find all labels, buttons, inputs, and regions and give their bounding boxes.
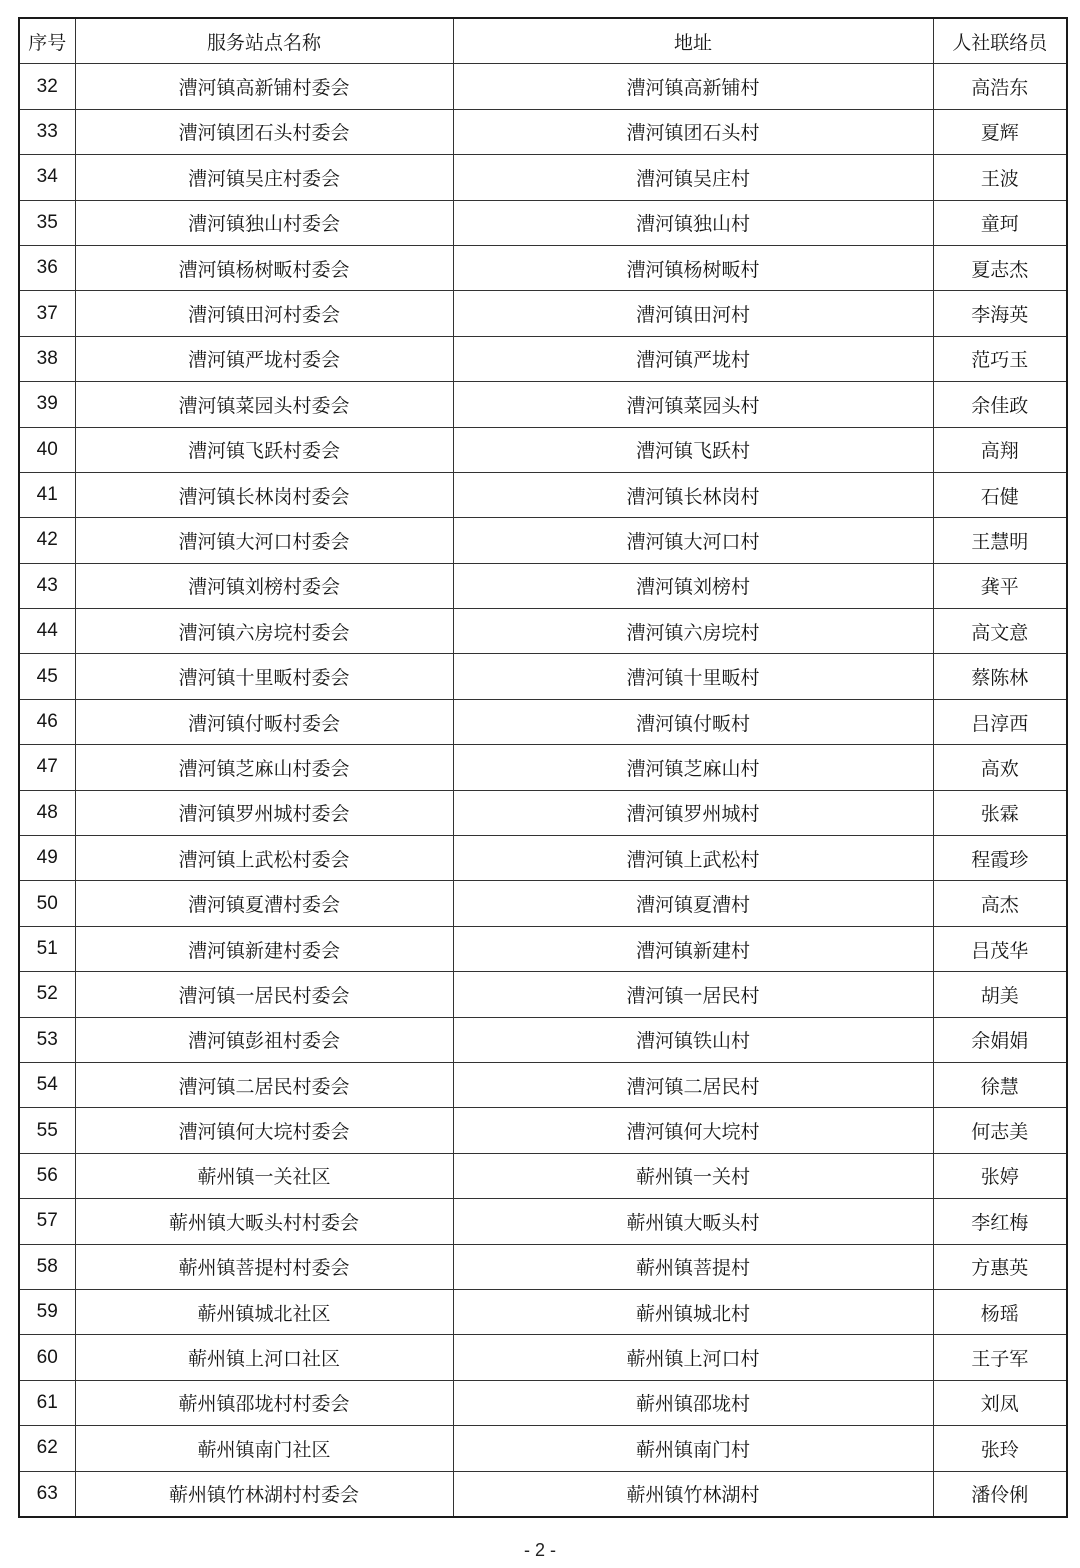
cell-seq: 42	[19, 518, 75, 563]
cell-contact: 高杰	[933, 881, 1067, 926]
cell-station-name: 漕河镇大河口村委会	[75, 518, 453, 563]
cell-station-name: 漕河镇十里畈村委会	[75, 654, 453, 699]
cell-address: 漕河镇一居民村	[453, 972, 933, 1017]
cell-station-name: 蕲州镇竹林湖村村委会	[75, 1471, 453, 1517]
cell-contact: 王波	[933, 155, 1067, 200]
table-row	[19, 790, 1067, 835]
table-row	[19, 155, 1067, 200]
cell-station-name: 漕河镇独山村委会	[75, 200, 453, 245]
cell-station-name: 漕河镇一居民村委会	[75, 972, 453, 1017]
cell-station-name: 蕲州镇大畈头村村委会	[75, 1199, 453, 1244]
table-row	[19, 836, 1067, 881]
cell-station-name: 漕河镇飞跃村委会	[75, 427, 453, 472]
cell-address: 蕲州镇邵垅村	[453, 1380, 933, 1425]
cell-address: 漕河镇二居民村	[453, 1062, 933, 1107]
cell-seq: 61	[19, 1380, 75, 1425]
cell-contact: 徐慧	[933, 1062, 1067, 1107]
cell-seq: 50	[19, 881, 75, 926]
table-row	[19, 1380, 1067, 1425]
cell-address: 漕河镇吴庄村	[453, 155, 933, 200]
cell-contact: 蔡陈林	[933, 654, 1067, 699]
cell-contact: 张婷	[933, 1153, 1067, 1198]
table-row	[19, 1335, 1067, 1380]
table-row	[19, 563, 1067, 608]
cell-station-name: 漕河镇六房垸村委会	[75, 609, 453, 654]
cell-contact: 李红梅	[933, 1199, 1067, 1244]
cell-contact: 何志美	[933, 1108, 1067, 1153]
cell-address: 漕河镇团石头村	[453, 109, 933, 154]
cell-contact: 王慧明	[933, 518, 1067, 563]
cell-seq: 38	[19, 336, 75, 381]
cell-seq: 46	[19, 699, 75, 744]
cell-station-name: 漕河镇杨树畈村委会	[75, 245, 453, 290]
cell-seq: 54	[19, 1062, 75, 1107]
table-row	[19, 518, 1067, 563]
table-row	[19, 200, 1067, 245]
cell-station-name: 蕲州镇一关社区	[75, 1153, 453, 1198]
cell-contact: 范巧玉	[933, 336, 1067, 381]
cell-station-name: 漕河镇高新铺村委会	[75, 64, 453, 109]
cell-contact: 胡美	[933, 972, 1067, 1017]
header-seq: 序号	[19, 18, 75, 64]
cell-contact: 张霖	[933, 790, 1067, 835]
cell-address: 蕲州镇南门村	[453, 1426, 933, 1471]
table-row	[19, 1017, 1067, 1062]
cell-contact: 吕茂华	[933, 926, 1067, 971]
cell-seq: 36	[19, 245, 75, 290]
header-address: 地址	[453, 18, 933, 64]
cell-contact: 石健	[933, 472, 1067, 517]
cell-seq: 37	[19, 291, 75, 336]
table-row	[19, 1471, 1067, 1517]
table-row	[19, 336, 1067, 381]
cell-seq: 49	[19, 836, 75, 881]
cell-station-name: 蕲州镇上河口社区	[75, 1335, 453, 1380]
cell-seq: 35	[19, 200, 75, 245]
cell-address: 漕河镇刘榜村	[453, 563, 933, 608]
table-row	[19, 245, 1067, 290]
cell-contact: 夏志杰	[933, 245, 1067, 290]
table-row	[19, 1153, 1067, 1198]
table-row	[19, 926, 1067, 971]
cell-address: 漕河镇新建村	[453, 926, 933, 971]
cell-seq: 33	[19, 109, 75, 154]
cell-address: 蕲州镇上河口村	[453, 1335, 933, 1380]
table-row	[19, 972, 1067, 1017]
cell-contact: 程霞珍	[933, 836, 1067, 881]
cell-address: 漕河镇飞跃村	[453, 427, 933, 472]
cell-address: 漕河镇芝麻山村	[453, 745, 933, 790]
cell-seq: 43	[19, 563, 75, 608]
cell-seq: 58	[19, 1244, 75, 1289]
table-row	[19, 1062, 1067, 1107]
cell-address: 漕河镇田河村	[453, 291, 933, 336]
cell-address: 蕲州镇大畈头村	[453, 1199, 933, 1244]
table-body	[19, 64, 1067, 1517]
cell-address: 漕河镇独山村	[453, 200, 933, 245]
cell-address: 漕河镇菜园头村	[453, 382, 933, 427]
cell-address: 漕河镇铁山村	[453, 1017, 933, 1062]
page-number: - 2 -	[523, 1540, 556, 1560]
cell-seq: 39	[19, 382, 75, 427]
cell-seq: 62	[19, 1426, 75, 1471]
cell-address: 漕河镇何大垸村	[453, 1108, 933, 1153]
cell-station-name: 漕河镇吴庄村委会	[75, 155, 453, 200]
cell-station-name: 蕲州镇南门社区	[75, 1426, 453, 1471]
table-row	[19, 427, 1067, 472]
cell-seq: 45	[19, 654, 75, 699]
table-row	[19, 64, 1067, 109]
cell-station-name: 漕河镇夏漕村委会	[75, 881, 453, 926]
cell-seq: 48	[19, 790, 75, 835]
cell-seq: 60	[19, 1335, 75, 1380]
cell-address: 漕河镇高新铺村	[453, 64, 933, 109]
cell-contact: 吕淳西	[933, 699, 1067, 744]
cell-seq: 32	[19, 64, 75, 109]
cell-contact: 王子军	[933, 1335, 1067, 1380]
cell-station-name: 漕河镇严垅村委会	[75, 336, 453, 381]
cell-station-name: 蕲州镇邵垅村村委会	[75, 1380, 453, 1425]
cell-address: 蕲州镇竹林湖村	[453, 1471, 933, 1517]
cell-seq: 34	[19, 155, 75, 200]
table-row	[19, 1426, 1067, 1471]
table-row	[19, 1108, 1067, 1153]
table-row	[19, 881, 1067, 926]
cell-address: 蕲州镇城北村	[453, 1289, 933, 1334]
table-row	[19, 109, 1067, 154]
cell-seq: 53	[19, 1017, 75, 1062]
cell-address: 漕河镇六房垸村	[453, 609, 933, 654]
cell-contact: 余佳政	[933, 382, 1067, 427]
cell-contact: 高文意	[933, 609, 1067, 654]
cell-seq: 40	[19, 427, 75, 472]
table-row	[19, 291, 1067, 336]
cell-seq: 51	[19, 926, 75, 971]
cell-seq: 56	[19, 1153, 75, 1198]
table-row	[19, 382, 1067, 427]
cell-address: 漕河镇长林岗村	[453, 472, 933, 517]
service-station-table	[18, 17, 1068, 1518]
cell-contact: 杨瑶	[933, 1289, 1067, 1334]
cell-seq: 57	[19, 1199, 75, 1244]
cell-station-name: 漕河镇何大垸村委会	[75, 1108, 453, 1153]
cell-seq: 47	[19, 745, 75, 790]
header-station-name: 服务站点名称	[75, 18, 453, 64]
cell-contact: 张玲	[933, 1426, 1067, 1471]
cell-address: 漕河镇严垅村	[453, 336, 933, 381]
header-contact: 人社联络员	[933, 18, 1067, 64]
cell-station-name: 漕河镇新建村委会	[75, 926, 453, 971]
cell-seq: 44	[19, 609, 75, 654]
cell-contact: 高欢	[933, 745, 1067, 790]
cell-station-name: 漕河镇二居民村委会	[75, 1062, 453, 1107]
table-row	[19, 1244, 1067, 1289]
cell-seq: 52	[19, 972, 75, 1017]
cell-contact: 刘凤	[933, 1380, 1067, 1425]
cell-contact: 余娟娟	[933, 1017, 1067, 1062]
cell-station-name: 漕河镇菜园头村委会	[75, 382, 453, 427]
cell-station-name: 漕河镇田河村委会	[75, 291, 453, 336]
cell-contact: 童珂	[933, 200, 1067, 245]
cell-address: 漕河镇夏漕村	[453, 881, 933, 926]
table-row	[19, 1199, 1067, 1244]
table-row	[19, 609, 1067, 654]
cell-contact: 李海英	[933, 291, 1067, 336]
table-row	[19, 699, 1067, 744]
table-row	[19, 1289, 1067, 1334]
cell-seq: 55	[19, 1108, 75, 1153]
table-header-row	[19, 18, 1067, 64]
cell-seq: 41	[19, 472, 75, 517]
cell-contact: 方惠英	[933, 1244, 1067, 1289]
cell-station-name: 漕河镇上武松村委会	[75, 836, 453, 881]
cell-station-name: 漕河镇长林岗村委会	[75, 472, 453, 517]
cell-address: 漕河镇杨树畈村	[453, 245, 933, 290]
cell-address: 漕河镇上武松村	[453, 836, 933, 881]
cell-seq: 63	[19, 1471, 75, 1517]
cell-station-name: 蕲州镇城北社区	[75, 1289, 453, 1334]
cell-station-name: 漕河镇芝麻山村委会	[75, 745, 453, 790]
cell-station-name: 漕河镇团石头村委会	[75, 109, 453, 154]
cell-address: 蕲州镇一关村	[453, 1153, 933, 1198]
cell-contact: 潘伶俐	[933, 1471, 1067, 1517]
table-row	[19, 472, 1067, 517]
cell-address: 漕河镇付畈村	[453, 699, 933, 744]
cell-contact: 夏辉	[933, 109, 1067, 154]
cell-station-name: 漕河镇彭祖村委会	[75, 1017, 453, 1062]
cell-address: 漕河镇大河口村	[453, 518, 933, 563]
cell-contact: 高浩东	[933, 64, 1067, 109]
cell-seq: 59	[19, 1289, 75, 1334]
cell-contact: 龚平	[933, 563, 1067, 608]
table-row	[19, 654, 1067, 699]
table-row	[19, 745, 1067, 790]
cell-station-name: 漕河镇刘榜村委会	[75, 563, 453, 608]
cell-station-name: 漕河镇罗州城村委会	[75, 790, 453, 835]
cell-address: 漕河镇十里畈村	[453, 654, 933, 699]
cell-contact: 高翔	[933, 427, 1067, 472]
cell-address: 蕲州镇菩提村	[453, 1244, 933, 1289]
cell-station-name: 蕲州镇菩提村村委会	[75, 1244, 453, 1289]
cell-address: 漕河镇罗州城村	[453, 790, 933, 835]
cell-station-name: 漕河镇付畈村委会	[75, 699, 453, 744]
